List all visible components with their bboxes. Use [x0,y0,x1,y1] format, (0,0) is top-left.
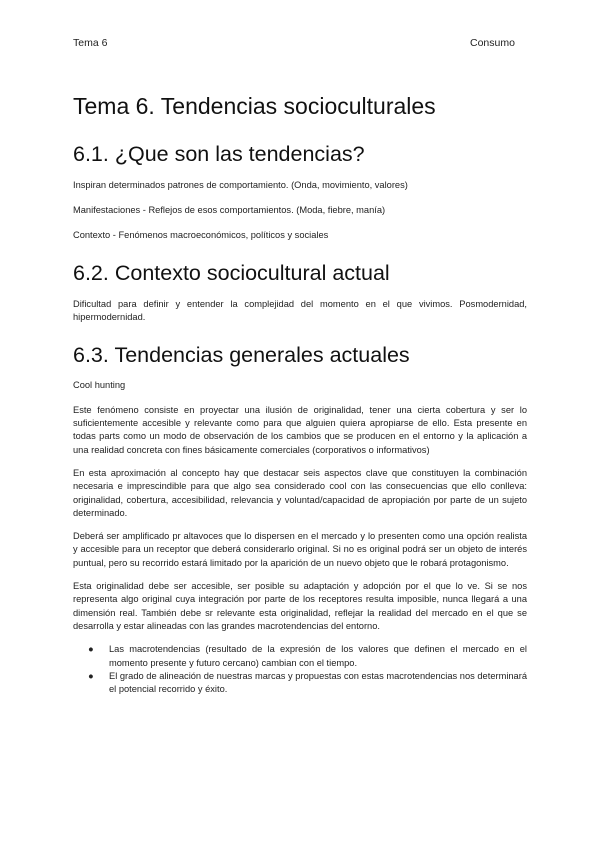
header-subject: Consumo [470,37,515,49]
list-item-text: El grado de alineación de nuestras marcas y propuestas con estas macrotendencias nos determinará el potencial recorrido y éxito. [109,670,527,695]
section-3-paragraph: Esta originalidad debe ser accesible, ser posible su adaptación y adopción por el que lo ve. Si se nos representa algo original cuya integración por parte de los receptores resulta imposible, nunca llegará a una dimensión real. También debe sr relevante esta originalidad, reflejar la realidad del mercado en el que se desarrolla y estar alineadas con las grandes macrotendencias del entorno. [73,581,527,631]
section-2-paragraph: Dificultad para definir y entender la complejidad del momento en el que vivimos. Posmodernidad, hipermodernidad. [73,298,527,323]
header-topic: Tema 6 [73,37,108,49]
bullet-icon: ● [88,670,94,681]
page-title: Tema 6. Tendencias socioculturales [73,93,436,119]
list-item-text: Las macrotendencias (resultado de la expresión de los valores que definen el mercado en el momento presente y futuro cercano) cambian con el tiempo. [109,644,527,668]
bullet-list [73,643,527,696]
bullet-icon: ● [88,644,94,655]
section-3-paragraph: En esta aproximación al concepto hay que destacar seis aspectos clave que constituyen la combinación necesaria e imprescindible para que algo sea considerado cool con las consecuencias que ello conlleva: originalidad, cobertura, accesibilidad, relevancia y voluntad/capacidad de apropiación por parte de un sujeto determinado. [73,467,527,518]
section-3-subheading: Cool hunting [73,380,126,391]
section-1-line: Contexto - Fenómenos macroeconómicos, políticos y sociales [73,229,329,240]
section-2-heading: 6.2. Contexto sociocultural actual [73,260,390,285]
section-1-line: Manifestaciones - Reflejos de esos comportamientos. (Moda, fiebre, manía) [73,204,386,215]
list-item [73,670,527,697]
list-item [73,643,527,670]
section-1-heading: 6.1. ¿Que son las tendencias? [73,142,365,166]
page-content [73,92,527,696]
section-3-paragraph: Deberá ser amplificado pr altavoces que lo dispersen en el mercado y lo presenten como una opción realista y accesible para un receptor que deberá considerarlo original. Si no es original podrá ser un objeto de interés puntual, pero su recorrido estará limitado por la aparición de un nuevo objeto que le robará protagonismo. [73,531,527,568]
section-3-heading: 6.3. Tendencias generales actuales [73,343,410,368]
section-3-paragraph: Este fenómeno consiste en proyectar una ilusión de originalidad, tener una cierta cobertura y ser lo suficientemente accesible y relevante como para que alguien quiera apropiarse de ello. Esta presente en todas parts como un modo de observación de los cambios que se producen en el entorno y la aplicación a una realidad concreta con fines básicamente comerciales (corporativos o informativos) [73,404,527,455]
section-1-line: Inspiran determinados patrones de comportamiento. (Onda, movimiento, valores) [73,180,408,190]
